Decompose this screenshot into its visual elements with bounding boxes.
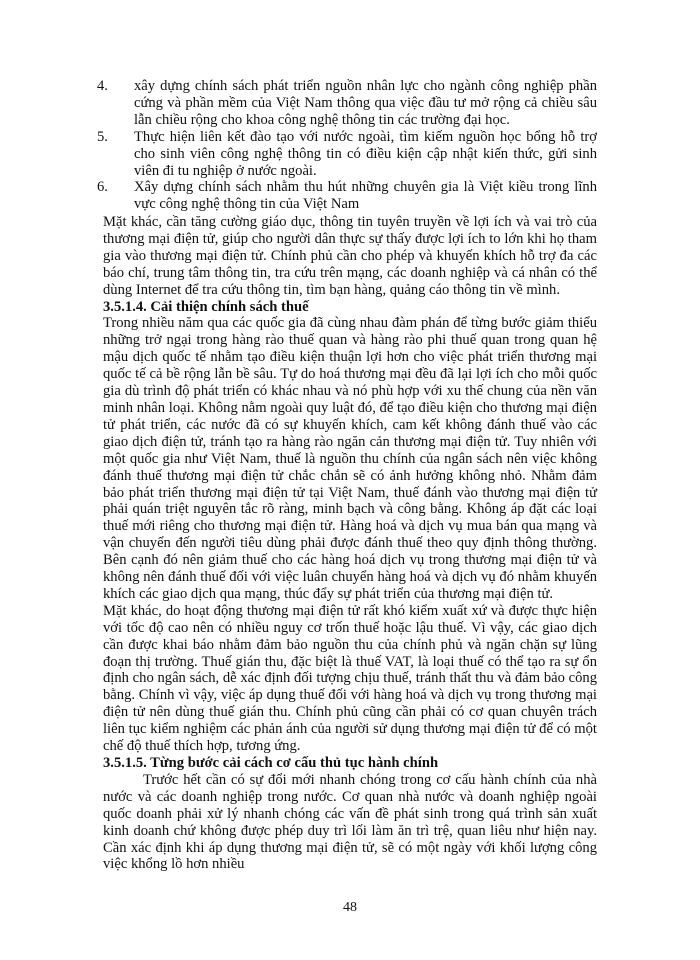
list-text: Xây dựng chính sách nhằm thu hút những chuyên gia là Việt kiều trong lĩnh vực công nghệ thông tin của Việt Nam xyxy=(134,179,597,213)
list-text: xây dựng chính sách phát triển nguồn nhân lực cho ngành công nghiệp phần cứng và phần mềm của Việt Nam thông qua việc đầu tư mở rộng cả chiều sâu lẫn chiều rộng cho khoa công nghệ thông tin các trường đại học. xyxy=(134,78,597,128)
section-heading: 3.5.1.5. Từng bước cải cách cơ cấu thủ tục hành chính xyxy=(103,755,439,771)
list-item xyxy=(97,179,597,213)
paragraph: Trước hết cần có sự đổi mới nhanh chóng trong cơ cấu hành chính của nhà nước và các doanh nghiệp trong nước. Cơ quan nhà nước và doanh nghiệp ngoài quốc doanh phải xử lý nhanh chóng các vấn đề phát sinh trong quá trình sản xuất kinh doanh chứ không được phép duy trì lối làm ăn trì trệ, quan liêu như hiện nay. Cần xác định khi áp dụng thương mại điện tử, sẽ có một ngày với khối lượng công việc khổng lồ hơn nhiều xyxy=(103,771,597,873)
list-number: 4. xyxy=(97,78,108,94)
list-item xyxy=(97,78,597,129)
numbered-list xyxy=(97,78,597,213)
list-number: 6. xyxy=(97,179,108,196)
list-text: Thực hiện liên kết đào tạo với nước ngoài, tìm kiếm nguồn học bổng hỗ trợ cho sinh viên công nghệ thông tin có điều kiện cập nhật kiến thức, gửi sinh viên đi tu nghiệp ở nước ngoài. xyxy=(134,128,597,179)
list-number: 5. xyxy=(97,128,108,145)
paragraph: Mặt khác, cần tăng cường giáo dục, thông tin tuyên truyền về lợi ích và vai trò của thương mại điện tử, giúp cho người dân thực sự thấy được lợi ích to lớn khi họ tham gia vào thương mại điện tử. Chính phủ cần cho phép và khuyến khích hỗ trợ đa các báo chí, trung tâm thông tin, tra cứu trên mạng, các doanh nghiệp và cá nhân có thể dùng Internet để tra cứu thông tin, tìm bạn hàng, quảng cáo thông tin về mình. xyxy=(103,214,597,298)
body-section xyxy=(103,214,597,873)
section-heading: 3.5.1.4. Cải thiện chính sách thuế xyxy=(103,298,309,315)
paragraph: Mặt khác, do hoạt động thương mại điện tử rất khó kiểm xuất xứ và được thực hiện với tốc độ cao nên có nhiều nguy cơ trốn thuế hoặc lậu thuế. Vì vậy, các giao dịch cần được khai báo nhằm đảm bảo nguồn thu của chính phủ và ngăn chặn sự lũng đoạn thị trường. Thuế gián thu, đặc biệt là thuế VAT, là loại thuế có thể tạo ra sự ổn định cho ngân sách, dễ xác định đối tượng chịu thuế, tránh thất thu và đảm bảo công bằng. Chính vì vậy, việc áp dụng thuế đối với hàng hoá và dịch vụ trong thương mại điện tử nên dùng thuế gián thu. Chính phủ cũng cần phải có cơ quan chuyên trách liên tục kiểm nghiệm các phản ánh của người sử dụng thương mại điện tử để có một chế độ thuế thích hợp, tương ứng. xyxy=(103,602,597,755)
paragraph: Trong nhiều năm qua các quốc gia đã cùng nhau đàm phán để từng bước giảm thiểu những trở ngại trong hàng rào thuế quan và hàng rào phi thuế quan trong quan hệ mậu dịch quốc tế nhằm tạo điều kiện thuận lợi hơn cho việc phát triển thương mại quốc tế cả bề rộng lẫn bề sâu. Tự do hoá thương mại đều đã lại lợi ích cho mỗi quốc gia dù trình độ phát triển có khác nhau và nó phù hợp với xu thế chung của nền văn minh nhân loại. Không nằm ngoài quy luật đó, để tạo điều kiện cho thương mại điện tử phát triển, các nước đã có sự khuyến khích, cam kết không đánh thuế vào các giao dịch điện tử, tránh tạo ra hàng rào ngăn cản thương mại điện tử. Tuy nhiên với một quốc gia như Việt Nam, thuế là nguồn thu chính của ngân sách nên việc không đánh thuế thương mại điện tử chắc chắn sẽ có ảnh hưởng không nhỏ. Nhằm đảm bảo phát triển thương mại điện tử tại Việt Nam, thuế đánh vào thương mại điện tử phải quán triệt nguyên tắc rõ ràng, minh bạch và công bằng. Không áp đặt các loại thuế mới riêng cho thương mại điện tử. Hàng hoá và dịch vụ mua bán qua mạng và vận chuyển đến người tiêu dùng phải được đánh thuế theo quy định thông thường. Bên cạnh đó nên giảm thuế cho các hàng hoá dịch vụ trong thương mại điện tử và không nên đánh thuế đối với việc luân chuyển hàng hoá và dịch vụ đó nhằm khuyến khích các giao dịch qua mạng, thúc đẩy sự phát triển của thương mại điện tử. xyxy=(103,315,597,602)
list-item xyxy=(97,129,597,180)
page-number: 48 xyxy=(343,900,357,915)
